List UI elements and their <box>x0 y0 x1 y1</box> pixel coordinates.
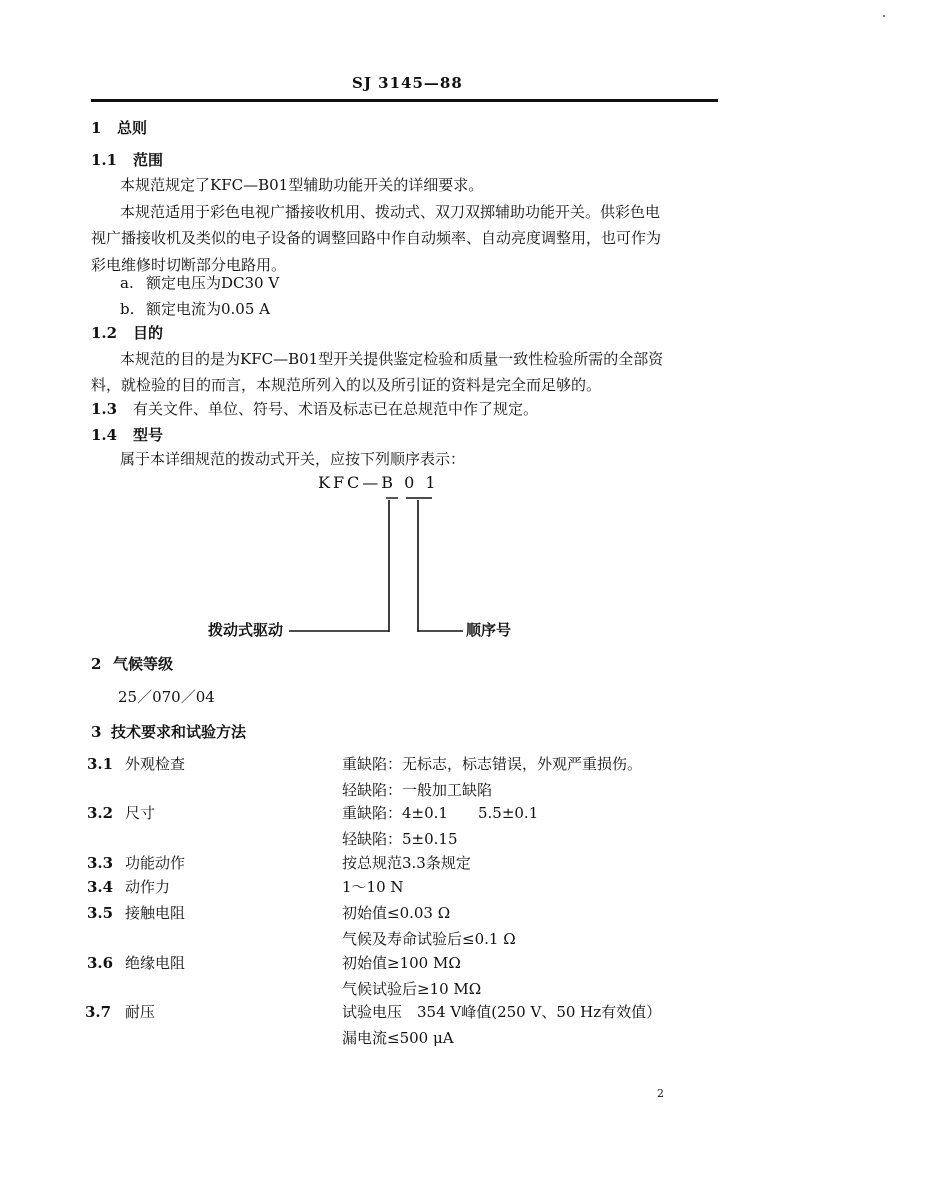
paragraph: 料，就检验的目的而言，本规范所列入的以及所引证的资料是完全而足够的。 <box>91 376 602 394</box>
item-name: 接触电阻 <box>125 904 186 922</box>
paragraph: 本规范的目的是为KFC—B01型开关提供鉴定检验和质量一致性检验所需的全部资 <box>120 350 664 368</box>
item-number: 3.4 <box>87 878 114 896</box>
item-requirement: 按总规范3.3条规定 <box>342 854 471 872</box>
item-name: 外观检查 <box>125 755 186 773</box>
section-1-3-number: 1.3 <box>91 400 118 418</box>
item-requirement: 重缺陷：无标志，标志错误，外观严重损伤。 <box>342 755 643 773</box>
item-number: 3.6 <box>87 954 114 972</box>
section-1-2-number: 1.2 <box>91 324 118 342</box>
item-requirement: 气候试验后≥10 MΩ <box>342 980 482 998</box>
section-3-title: 技术要求和试验方法 <box>111 723 247 741</box>
list-label: b. <box>120 300 135 318</box>
item-requirement: 轻缺陷：一般加工缺陷 <box>342 781 493 799</box>
paragraph: 属于本详细规范的拨动式开关，应按下列顺序表示： <box>120 450 466 468</box>
item-name: 尺寸 <box>125 804 156 822</box>
item-name: 动作力 <box>125 878 171 896</box>
section-1-4-number: 1.4 <box>91 426 118 444</box>
section-1-1-title: 范围 <box>133 151 164 169</box>
list-text: 额定电流为0.05 A <box>146 300 270 318</box>
paragraph: 本规范规定了KFC—B01型辅助功能开关的详细要求。 <box>120 176 484 194</box>
item-requirement: 1～10 N <box>342 878 404 896</box>
item-name: 耐压 <box>125 1003 156 1021</box>
section-1-4-title: 型号 <box>133 426 164 444</box>
item-number: 3.2 <box>87 804 114 822</box>
item-requirement: 试验电压 354 V峰值(250 V、50 Hz有效值） <box>342 1003 662 1021</box>
model-designation: KFC—B 0 1 <box>318 473 439 492</box>
item-number: 3.5 <box>87 904 114 922</box>
item-number: 3.3 <box>87 854 114 872</box>
page-number: 2 <box>657 1087 664 1100</box>
section-1-2-title: 目的 <box>133 324 164 342</box>
section-1-3-text: 有关文件、单位、符号、术语及标志已在总规范中作了规定。 <box>133 400 539 418</box>
item-number: 3.7 <box>85 1003 112 1021</box>
paragraph: 视广播接收机及类似的电子设备的调整回路中作自动频率、自动亮度调整用，也可作为 <box>91 229 662 247</box>
list-text: 额定电压为DC30 V <box>146 274 280 292</box>
diagram-left-label: 拨动式驱动 <box>208 621 284 639</box>
section-2-title: 气候等级 <box>113 655 174 673</box>
climate-category: 25／070／04 <box>118 688 215 706</box>
item-requirement: 轻缺陷：5±0.15 <box>342 830 458 848</box>
item-name: 功能动作 <box>125 854 186 872</box>
item-requirement: 重缺陷：4±0.1 5.5±0.1 <box>342 804 539 822</box>
item-requirement: 漏电流≤500 μA <box>342 1029 454 1047</box>
paragraph: 彩电维修时切断部分电路用。 <box>91 256 287 274</box>
section-1-title: 总则 <box>117 119 148 137</box>
list-label: a. <box>120 274 134 292</box>
standard-code: SJ 3145—88 <box>352 74 463 92</box>
item-number: 3.1 <box>87 755 114 773</box>
section-3-number: 3 <box>91 723 102 741</box>
section-1-1-number: 1.1 <box>91 151 118 169</box>
paragraph: 本规范适用于彩色电视广播接收机用、拨动式、双刀双掷辅助功能开关。供彩色电 <box>120 203 661 221</box>
diagram-right-label: 顺序号 <box>466 621 512 639</box>
item-requirement: 初始值≥100 MΩ <box>342 954 461 972</box>
section-2-number: 2 <box>91 655 102 673</box>
item-requirement: 气候及寿命试验后≤0.1 Ω <box>342 930 516 948</box>
item-name: 绝缘电阻 <box>125 954 186 972</box>
section-1-number: 1 <box>91 119 102 137</box>
item-requirement: 初始值≤0.03 Ω <box>342 904 451 922</box>
